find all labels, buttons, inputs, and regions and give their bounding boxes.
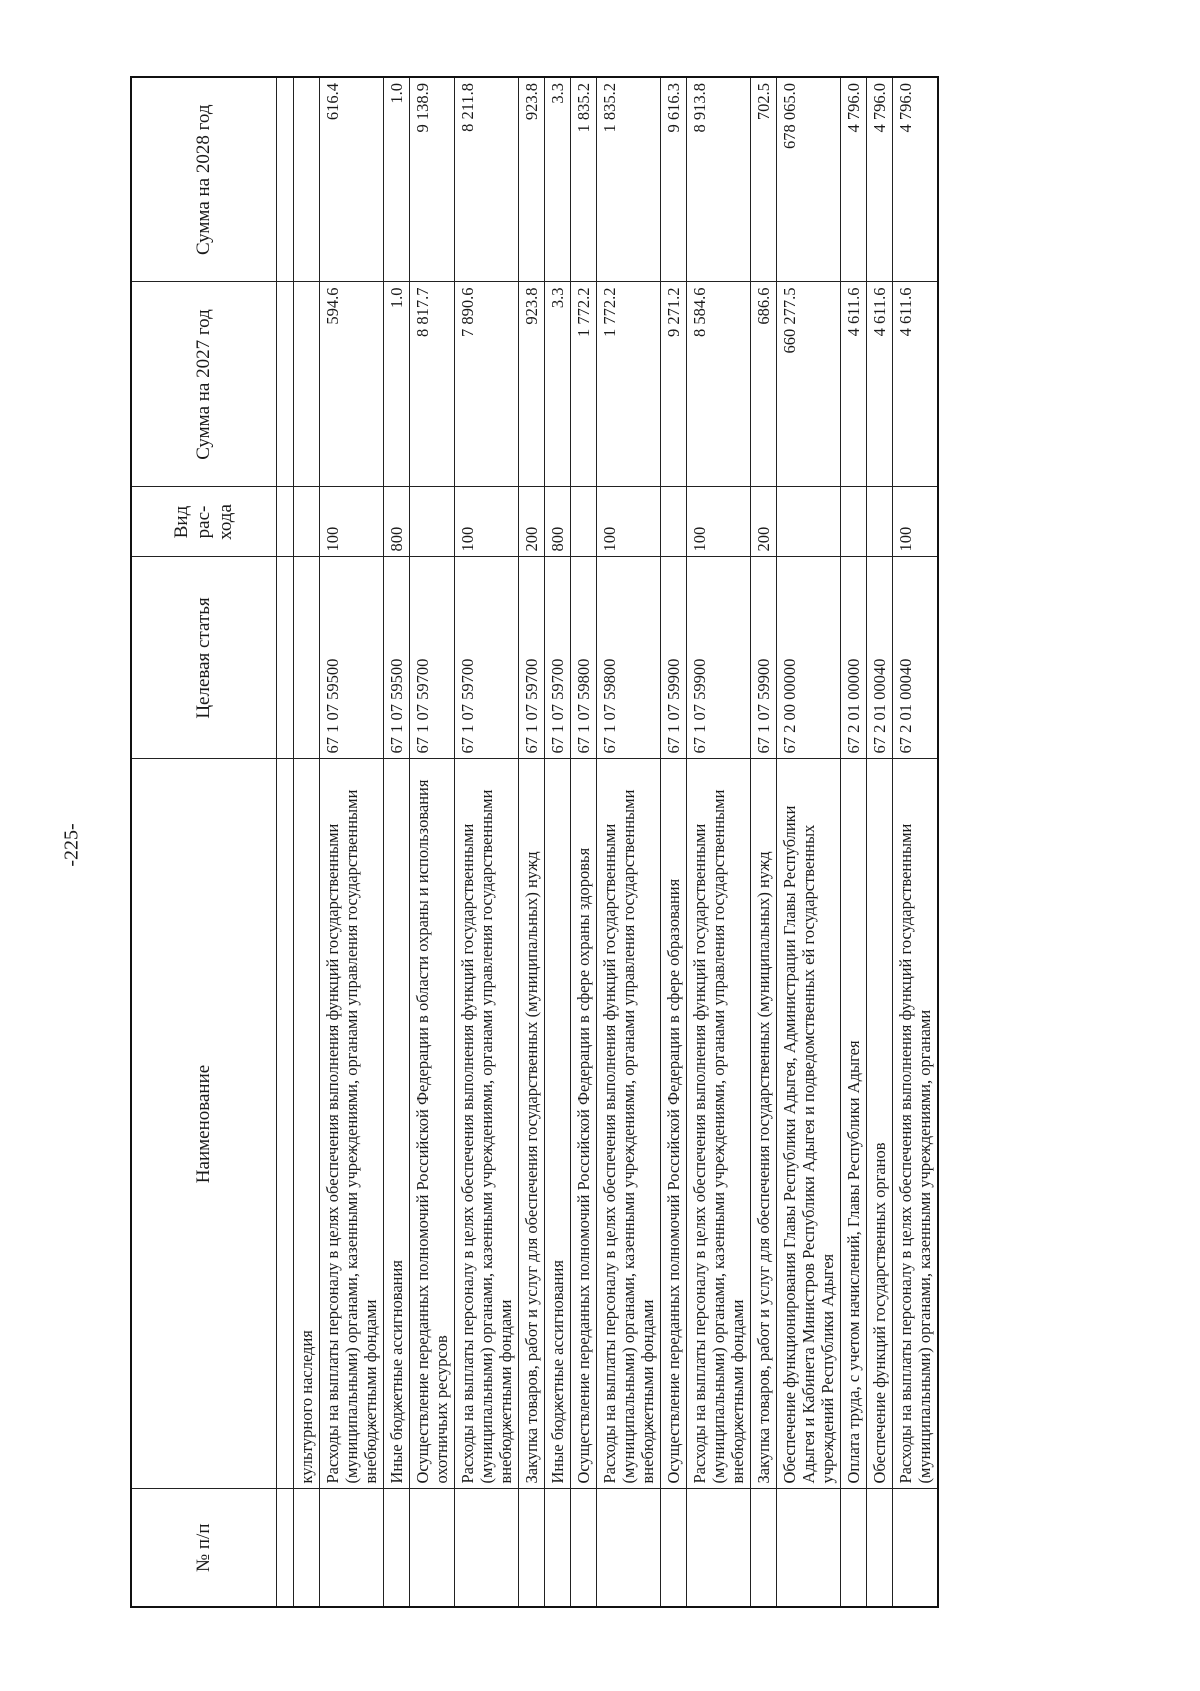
row-num xyxy=(751,1489,777,1607)
row-kind xyxy=(777,487,841,557)
row-sum-2028: 4 796.0 xyxy=(841,77,867,282)
row-sum-2027: 8 817.7 xyxy=(410,282,455,487)
table-row xyxy=(519,77,545,1607)
row-num xyxy=(320,1489,384,1607)
row-kind: 800 xyxy=(545,487,571,557)
header-name: Наименование xyxy=(131,759,277,1489)
row-kind xyxy=(294,487,320,557)
page-number: -225- xyxy=(60,823,83,867)
row-num xyxy=(661,1489,687,1607)
header-kind: Вид рас- хода xyxy=(131,487,277,557)
row-sum-2027: 7 890.6 xyxy=(455,282,519,487)
row-num xyxy=(893,1489,939,1607)
row-sum-2028: 1 835.2 xyxy=(571,77,597,282)
row-name: Осуществление переданных полномочий Российской Федерации в сфере охраны здоровья xyxy=(571,759,597,1489)
header-sum-2028: Сумма на 2028 год xyxy=(131,77,277,282)
table-row xyxy=(571,77,597,1607)
table-row xyxy=(751,77,777,1607)
row-code: 67 2 01 00040 xyxy=(893,557,939,759)
row-code: 67 2 00 00000 xyxy=(777,557,841,759)
row-sum-2028: 678 065.0 xyxy=(777,77,841,282)
row-num xyxy=(384,1489,410,1607)
row-num xyxy=(519,1489,545,1607)
row-sum-2028: 3.3 xyxy=(545,77,571,282)
row-name: Иные бюджетные ассигнования xyxy=(545,759,571,1489)
row-code: 67 1 07 59500 xyxy=(320,557,384,759)
row-sum-2028 xyxy=(294,77,320,282)
row-name: Обеспечение функционирования Главы Республики Адыгея, Администрации Главы Республики Адыгея и Кабинета Министров Республики Адыгея и подведомственных ей государственных учреждений Республики Адыгея xyxy=(777,759,841,1489)
row-sum-2027: 923.8 xyxy=(519,282,545,487)
header-num: № п/п xyxy=(131,1489,277,1607)
row-name: Осуществление переданных полномочий Российской Федерации в сфере образования xyxy=(661,759,687,1489)
row-code: 67 1 07 59500 xyxy=(384,557,410,759)
row-code: 67 2 01 00040 xyxy=(867,557,893,759)
header-sum-2027: Сумма на 2027 год xyxy=(131,282,277,487)
row-num xyxy=(410,1489,455,1607)
row-num xyxy=(777,1489,841,1607)
row-kind: 100 xyxy=(455,487,519,557)
row-num xyxy=(294,1489,320,1607)
row-name: Расходы на выплаты персоналу в целях обеспечения выполнения функций государственными (муниципальными) органами, казенными учреждениями, органами xyxy=(893,759,939,1489)
table-row xyxy=(867,77,893,1607)
rotated-table-container xyxy=(130,78,1065,1608)
row-code: 67 1 07 59800 xyxy=(571,557,597,759)
table-header-row xyxy=(131,77,277,1607)
row-sum-2027: 4 611.6 xyxy=(867,282,893,487)
row-name: Закупка товаров, работ и услуг для обеспечения государственных (муниципальных) нужд xyxy=(751,759,777,1489)
row-num xyxy=(455,1489,519,1607)
row-sum-2028: 702.5 xyxy=(751,77,777,282)
row-name: Оплата труда, с учетом начислений, Главы Республики Адыгея xyxy=(841,759,867,1489)
table-row xyxy=(687,77,751,1607)
row-num xyxy=(571,1489,597,1607)
row-kind: 100 xyxy=(320,487,384,557)
spacer-row xyxy=(277,77,294,1607)
row-name: культурного наследия xyxy=(294,759,320,1489)
table-row xyxy=(410,77,455,1607)
row-name: Обеспечение функций государственных органов xyxy=(867,759,893,1489)
budget-table xyxy=(130,76,939,1608)
row-sum-2027: 3.3 xyxy=(545,282,571,487)
row-sum-2028: 1.0 xyxy=(384,77,410,282)
row-sum-2028: 923.8 xyxy=(519,77,545,282)
table-row xyxy=(384,77,410,1607)
row-sum-2028: 1 835.2 xyxy=(597,77,661,282)
header-code: Целевая статья xyxy=(131,557,277,759)
row-num xyxy=(867,1489,893,1607)
row-sum-2027: 686.6 xyxy=(751,282,777,487)
row-sum-2027: 1.0 xyxy=(384,282,410,487)
row-kind xyxy=(410,487,455,557)
row-sum-2028: 9 616.3 xyxy=(661,77,687,282)
row-code: 67 2 01 00000 xyxy=(841,557,867,759)
row-sum-2027: 1 772.2 xyxy=(571,282,597,487)
table-row xyxy=(597,77,661,1607)
row-name: Расходы на выплаты персоналу в целях обеспечения выполнения функций государственными (муниципальными) органами, казенными учреждениями, органами управления государственными внебюджетными фондами xyxy=(320,759,384,1489)
row-sum-2027 xyxy=(294,282,320,487)
row-code: 67 1 07 59700 xyxy=(455,557,519,759)
row-sum-2028: 9 138.9 xyxy=(410,77,455,282)
row-kind: 100 xyxy=(687,487,751,557)
row-code xyxy=(294,557,320,759)
row-sum-2028: 4 796.0 xyxy=(893,77,939,282)
row-code: 67 1 07 59900 xyxy=(687,557,751,759)
row-kind xyxy=(867,487,893,557)
row-code: 67 1 07 59700 xyxy=(410,557,455,759)
row-kind: 100 xyxy=(597,487,661,557)
row-name: Закупка товаров, работ и услуг для обеспечения государственных (муниципальных) нужд xyxy=(519,759,545,1489)
row-sum-2028: 4 796.0 xyxy=(867,77,893,282)
row-kind: 200 xyxy=(519,487,545,557)
row-code: 67 1 07 59700 xyxy=(519,557,545,759)
row-name: Расходы на выплаты персоналу в целях обеспечения выполнения функций государственными (муниципальными) органами, казенными учреждениями, органами управления государственными внебюджетными фондами xyxy=(455,759,519,1489)
row-sum-2028: 8 913.8 xyxy=(687,77,751,282)
row-sum-2027: 1 772.2 xyxy=(597,282,661,487)
row-name: Расходы на выплаты персоналу в целях обеспечения выполнения функций государственными (муниципальными) органами, казенными учреждениями, органами управления государственными внебюджетными фондами xyxy=(597,759,661,1489)
row-name: Осуществление переданных полномочий Российской Федерации в области охраны и использования охотничьих ресурсов xyxy=(410,759,455,1489)
row-sum-2027: 4 611.6 xyxy=(841,282,867,487)
row-sum-2027: 660 277.5 xyxy=(777,282,841,487)
row-kind xyxy=(661,487,687,557)
table-row xyxy=(545,77,571,1607)
row-num xyxy=(841,1489,867,1607)
row-code: 67 1 07 59900 xyxy=(751,557,777,759)
table-row xyxy=(661,77,687,1607)
row-num xyxy=(687,1489,751,1607)
row-kind xyxy=(841,487,867,557)
row-num xyxy=(545,1489,571,1607)
row-code: 67 1 07 59900 xyxy=(661,557,687,759)
row-sum-2027: 594.6 xyxy=(320,282,384,487)
row-kind: 800 xyxy=(384,487,410,557)
row-kind xyxy=(571,487,597,557)
table-row xyxy=(777,77,841,1607)
row-sum-2027: 8 584.6 xyxy=(687,282,751,487)
row-sum-2028: 8 211.8 xyxy=(455,77,519,282)
row-code: 67 1 07 59800 xyxy=(597,557,661,759)
row-kind: 100 xyxy=(893,487,939,557)
table-row xyxy=(893,77,939,1607)
table-row xyxy=(294,77,320,1607)
row-sum-2028: 616.4 xyxy=(320,77,384,282)
row-name: Расходы на выплаты персоналу в целях обеспечения выполнения функций государственными (муниципальными) органами, казенными учреждениями, органами управления государственными внебюджетными фондами xyxy=(687,759,751,1489)
row-num xyxy=(597,1489,661,1607)
table-row xyxy=(841,77,867,1607)
row-sum-2027: 9 271.2 xyxy=(661,282,687,487)
row-name: Иные бюджетные ассигнования xyxy=(384,759,410,1489)
table-row xyxy=(455,77,519,1607)
row-sum-2027: 4 611.6 xyxy=(893,282,939,487)
table-row xyxy=(320,77,384,1607)
row-code: 67 1 07 59700 xyxy=(545,557,571,759)
row-kind: 200 xyxy=(751,487,777,557)
